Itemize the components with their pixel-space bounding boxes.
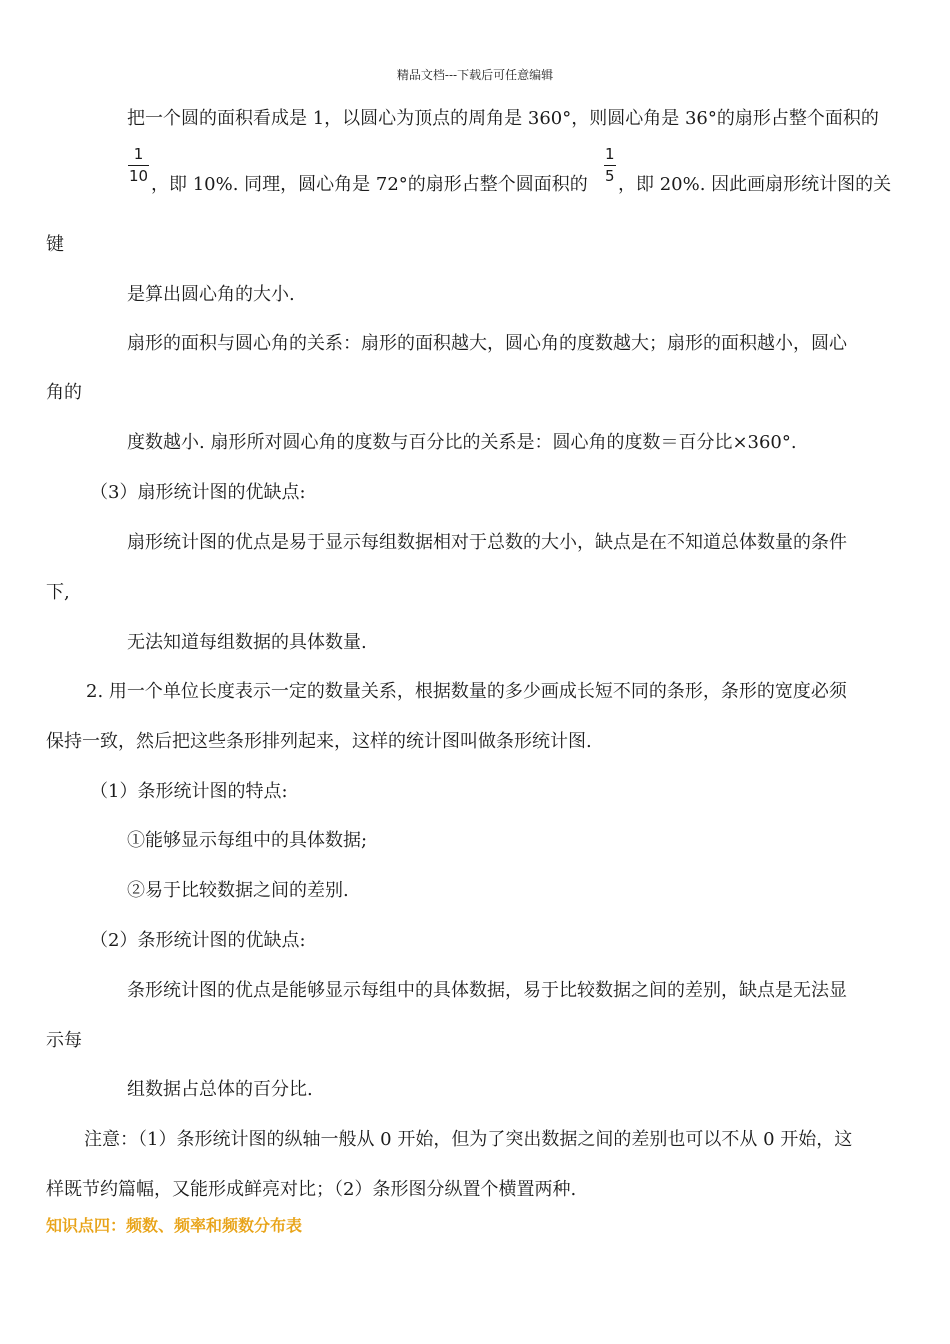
paragraph-line: ，即 10%. 同理，圆心角是 72°的扇形占整个圆面积的 (151, 174, 588, 195)
note-line: 样既节约篇幅，又能形成鲜亮对比；（2）条形图分纵置个横置两种. (46, 1179, 577, 1200)
fraction-one-tenth (128, 145, 149, 185)
subsection-title: （3）扇形统计图的优缺点: (90, 482, 306, 503)
subsection-title: （1）条形统计图的特点: (90, 781, 288, 802)
paragraph-line: 是算出圆心角的大小. (127, 284, 295, 305)
fraction-numerator: 1 (605, 145, 615, 163)
note-line: 注意：（1）条形统计图的纵轴一般从 0 开始，但为了突出数据之间的差别也可以不从 0 开始，这 (84, 1129, 853, 1150)
paragraph-line: 键 (46, 234, 64, 255)
paragraph-line: ，即 20%. 因此画扇形统计图的关 (618, 174, 892, 195)
paragraph-line: 下, (46, 582, 70, 603)
paragraph-line: 角的 (46, 382, 82, 403)
fraction-bar (604, 165, 616, 166)
section-heading: 知识点四：频数、频率和频数分布表 (46, 1216, 303, 1235)
paragraph-line: 2. 用一个单位长度表示一定的数量关系，根据数量的多少画成长短不同的条形，条形的宽度必须 (86, 681, 847, 702)
paragraph-line: 无法知道每组数据的具体数量. (127, 632, 367, 653)
paragraph-line: 度数越小. 扇形所对圆心角的度数与百分比的关系是：圆心角的度数＝百分比×360°. (127, 432, 797, 453)
paragraph-line: 条形统计图的优点是能够显示每组中的具体数据，易于比较数据之间的差别，缺点是无法显 (127, 980, 847, 1001)
paragraph-line: 保持一致，然后把这些条形排列起来，这样的统计图叫做条形统计图. (46, 731, 592, 752)
list-item: ②易于比较数据之间的差别. (127, 880, 349, 901)
fraction-one-fifth (604, 145, 616, 185)
fraction-bar (128, 165, 149, 166)
fraction-denominator: 5 (605, 167, 615, 185)
page-header: 精品文档---下载后可任意编辑 (396, 68, 554, 82)
paragraph-line: 示每 (46, 1030, 82, 1051)
list-item: ①能够显示每组中的具体数据; (127, 830, 368, 851)
paragraph-line: 把一个圆的面积看成是 1，以圆心为顶点的周角是 360°，则圆心角是 36°的扇形占整个面积的 (127, 108, 879, 129)
paragraph-line: 扇形的面积与圆心角的关系：扇形的面积越大，圆心角的度数越大；扇形的面积越小，圆心 (127, 333, 847, 354)
paragraph-line: 扇形统计图的优点是易于显示每组数据相对于总数的大小，缺点是在不知道总体数量的条件 (127, 532, 847, 553)
fraction-denominator: 10 (129, 167, 149, 185)
paragraph-line: 组数据占总体的百分比. (127, 1079, 313, 1100)
subsection-title: （2）条形统计图的优缺点: (90, 930, 306, 951)
fraction-numerator: 1 (133, 145, 144, 163)
